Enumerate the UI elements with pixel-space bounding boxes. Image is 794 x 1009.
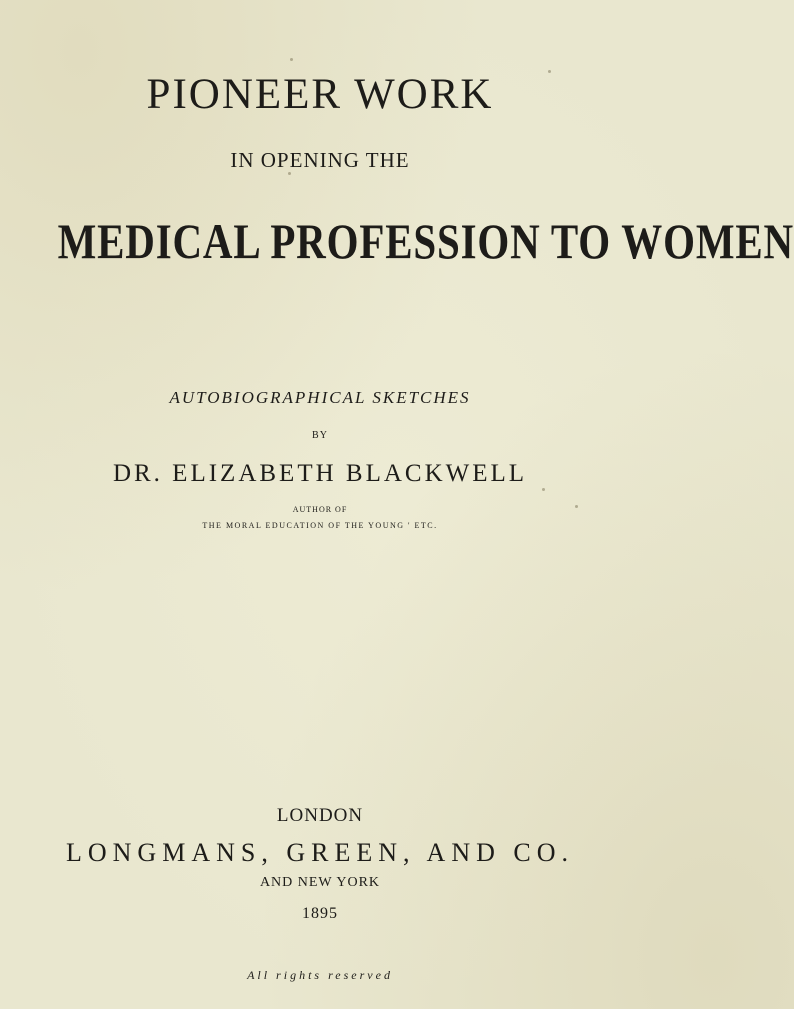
paper-speck <box>288 172 291 175</box>
imprint-year: 1895 <box>302 905 338 922</box>
paper-speck <box>575 505 578 508</box>
imprint-publisher: LONGMANS, GREEN, AND CO. <box>65 838 574 867</box>
imprint-city: LONDON <box>276 805 364 826</box>
previous-work-title: THE MORAL EDUCATION OF THE YOUNG ' ETC. <box>202 521 438 530</box>
title-line-3: MEDICAL PROFESSION TO WOMEN <box>57 213 794 269</box>
title-line-2: IN OPENING THE <box>230 148 410 172</box>
paper-speck <box>548 70 551 73</box>
paper-speck <box>290 58 293 61</box>
rights-notice: All rights reserved <box>247 968 393 982</box>
subtitle: AUTOBIOGRAPHICAL SKETCHES <box>169 388 471 407</box>
title-line-1: PIONEER WORK <box>146 71 494 118</box>
by-line: BY <box>312 430 328 441</box>
author-name: DR. ELIZABETH BLACKWELL <box>112 460 528 487</box>
imprint-publisher-line-2: AND NEW YORK <box>259 875 381 890</box>
author-of-label: AUTHOR OF <box>292 505 348 514</box>
paper-speck <box>542 488 545 491</box>
